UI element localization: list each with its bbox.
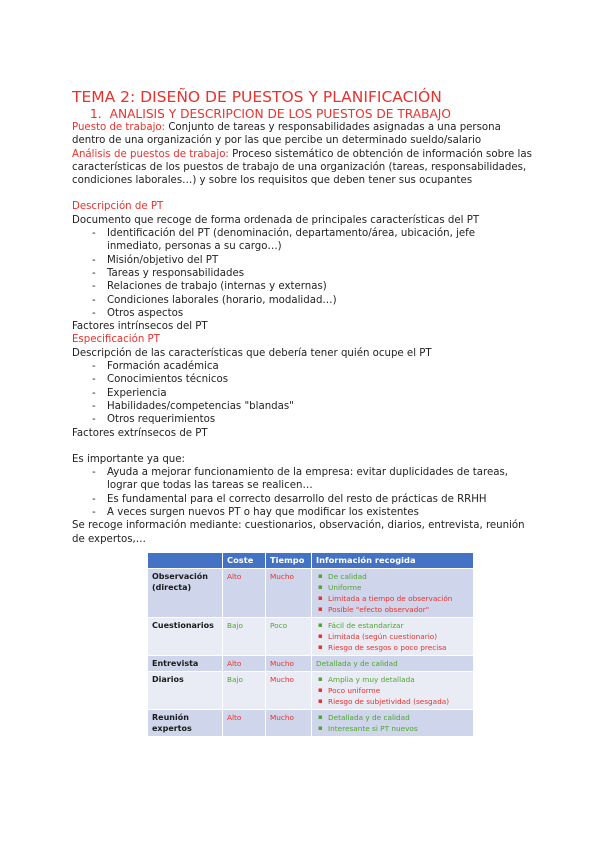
- info-text: Detallada y de calidad: [316, 659, 398, 668]
- table-row: [148, 710, 474, 737]
- coste-cell: Alto: [223, 656, 266, 672]
- list-item: - A veces surgen nuevos PT o hay que modificar los existentes: [92, 506, 532, 519]
- list-item: - Misión/objetivo del PT: [92, 254, 532, 267]
- method-cell: Entrevista: [148, 656, 223, 672]
- list-item: - Condiciones laborales (horario, modalidad…): [92, 294, 532, 307]
- method-cell: Observación (directa): [148, 569, 223, 618]
- info-item: ▪ Fácil de estandarizar: [316, 620, 469, 631]
- document-body: [72, 88, 532, 546]
- section-heading: [90, 107, 532, 121]
- importancia-list: [72, 466, 532, 519]
- list-item: - Conocimientos técnicos: [92, 373, 532, 386]
- importancia-intro: Es importante ya que:: [72, 453, 185, 465]
- table-header-coste: Coste: [223, 553, 266, 569]
- list-item: - Ayuda a mejorar funcionamiento de la empresa: evitar duplicidades de tareas, lograr que todas las tareas se realicen…: [92, 466, 532, 493]
- info-item: ▪ Amplia y muy detallada: [316, 674, 469, 685]
- table-row: [148, 656, 474, 672]
- definition-term: Puesto de trabajo:: [72, 122, 166, 133]
- tiempo-cell: Poco: [266, 618, 312, 656]
- descripcion-intro: Documento que recoge de forma ordenada de principales características del PT: [72, 214, 480, 226]
- definition-term: Análisis de puestos de trabajo:: [72, 148, 229, 160]
- especificacion-heading: Especificación PT: [72, 334, 160, 346]
- info-item: ▪ Uniforme: [316, 582, 469, 593]
- descripcion-footer: Factores intrínsecos del PT: [72, 321, 208, 333]
- tiempo-cell: Mucho: [266, 672, 312, 710]
- info-item: ▪ Riesgo de subjetividad (sesgada): [316, 696, 469, 707]
- tiempo-cell: Mucho: [266, 656, 312, 672]
- info-item: ▪ De calidad: [316, 571, 469, 582]
- info-item: ▪ Limitada a tiempo de observación: [316, 593, 469, 604]
- list-item: - Identificación del PT (denominación, departamento/área, ubicación, jefe inmediato, personas a su cargo…): [92, 227, 532, 254]
- table-row: [148, 618, 474, 656]
- list-item: - Relaciones de trabajo (internas y externas): [92, 280, 532, 293]
- info-list: [316, 620, 469, 653]
- info-list: [316, 571, 469, 615]
- coste-cell: Alto: [223, 569, 266, 618]
- info-cell: [312, 672, 474, 710]
- definition-analisis: [72, 148, 532, 188]
- list-item: - Otros aspectos: [92, 307, 532, 320]
- descripcion-list: [72, 227, 532, 320]
- table-row: [148, 569, 474, 618]
- list-item: - Tareas y responsabilidades: [92, 267, 532, 280]
- list-item: - Formación académica: [92, 360, 532, 373]
- table-header-tiempo: Tiempo: [266, 553, 312, 569]
- list-item: - Otros requerimientos: [92, 413, 532, 426]
- definition-puesto: [72, 121, 532, 148]
- info-list: [316, 674, 469, 707]
- info-cell: [312, 569, 474, 618]
- info-item: ▪ Interesante si PT nuevos: [316, 723, 469, 734]
- list-item: - Experiencia: [92, 387, 532, 400]
- tiempo-cell: Mucho: [266, 710, 312, 737]
- info-item: ▪ Detallada y de calidad: [316, 712, 469, 723]
- table-header-info: Información recogida: [312, 553, 474, 569]
- info-item: ▪ Limitada (según cuestionario): [316, 631, 469, 642]
- especificacion-list: [72, 360, 532, 426]
- table-body: [148, 569, 474, 737]
- tiempo-cell: Mucho: [266, 569, 312, 618]
- definition-text: Conjunto de tareas y responsabilidades asignadas a una persona dentro de una organización y por las que percibe un determinado sueldo/salario: [72, 122, 501, 147]
- page-title: TEMA 2: DISEÑO DE PUESTOS Y PLANIFICACIÓN: [72, 88, 442, 106]
- descripcion-heading: Descripción de PT: [72, 201, 164, 213]
- table-header-row: [148, 553, 474, 569]
- list-item: - Habilidades/competencias "blandas": [92, 400, 532, 413]
- definition-text: Proceso sistemático de obtención de información sobre las características de los puestos de trabajo de una organización (tareas, responsabilidades, condiciones laborales…) y sobre los requisitos que deben tener sus ocupantes: [72, 148, 532, 187]
- info-item: ▪ Riesgo de sesgos o poco precisa: [316, 642, 469, 653]
- info-list: [316, 712, 469, 734]
- especificacion-intro: Descripción de las características que debería tener quién ocupe el PT: [72, 347, 432, 359]
- table-row: [148, 672, 474, 710]
- info-cell: [312, 618, 474, 656]
- table-header-empty: [148, 553, 223, 569]
- section-title: ANALISIS Y DESCRIPCION DE LOS PUESTOS DE TRABAJO: [109, 107, 451, 121]
- coste-cell: Bajo: [223, 672, 266, 710]
- info-cell: [312, 656, 474, 672]
- coste-cell: Alto: [223, 710, 266, 737]
- list-item: - Es fundamental para el correcto desarrollo del resto de prácticas de RRHH: [92, 493, 532, 506]
- method-cell: Diarios: [148, 672, 223, 710]
- section-number: 1.: [90, 107, 102, 121]
- especificacion-footer: Factores extrínsecos de PT: [72, 427, 208, 439]
- method-cell: Reunión expertos: [148, 710, 223, 737]
- info-item: ▪ Posible "efecto observador": [316, 604, 469, 615]
- method-cell: Cuestionarios: [148, 618, 223, 656]
- methods-table: [147, 552, 474, 737]
- info-cell: [312, 710, 474, 737]
- methods-text: Se recoge información mediante: cuestionarios, observación, diarios, entrevista, reunión de expertos,…: [72, 520, 525, 545]
- info-item: ▪ Poco uniforme: [316, 685, 469, 696]
- coste-cell: Bajo: [223, 618, 266, 656]
